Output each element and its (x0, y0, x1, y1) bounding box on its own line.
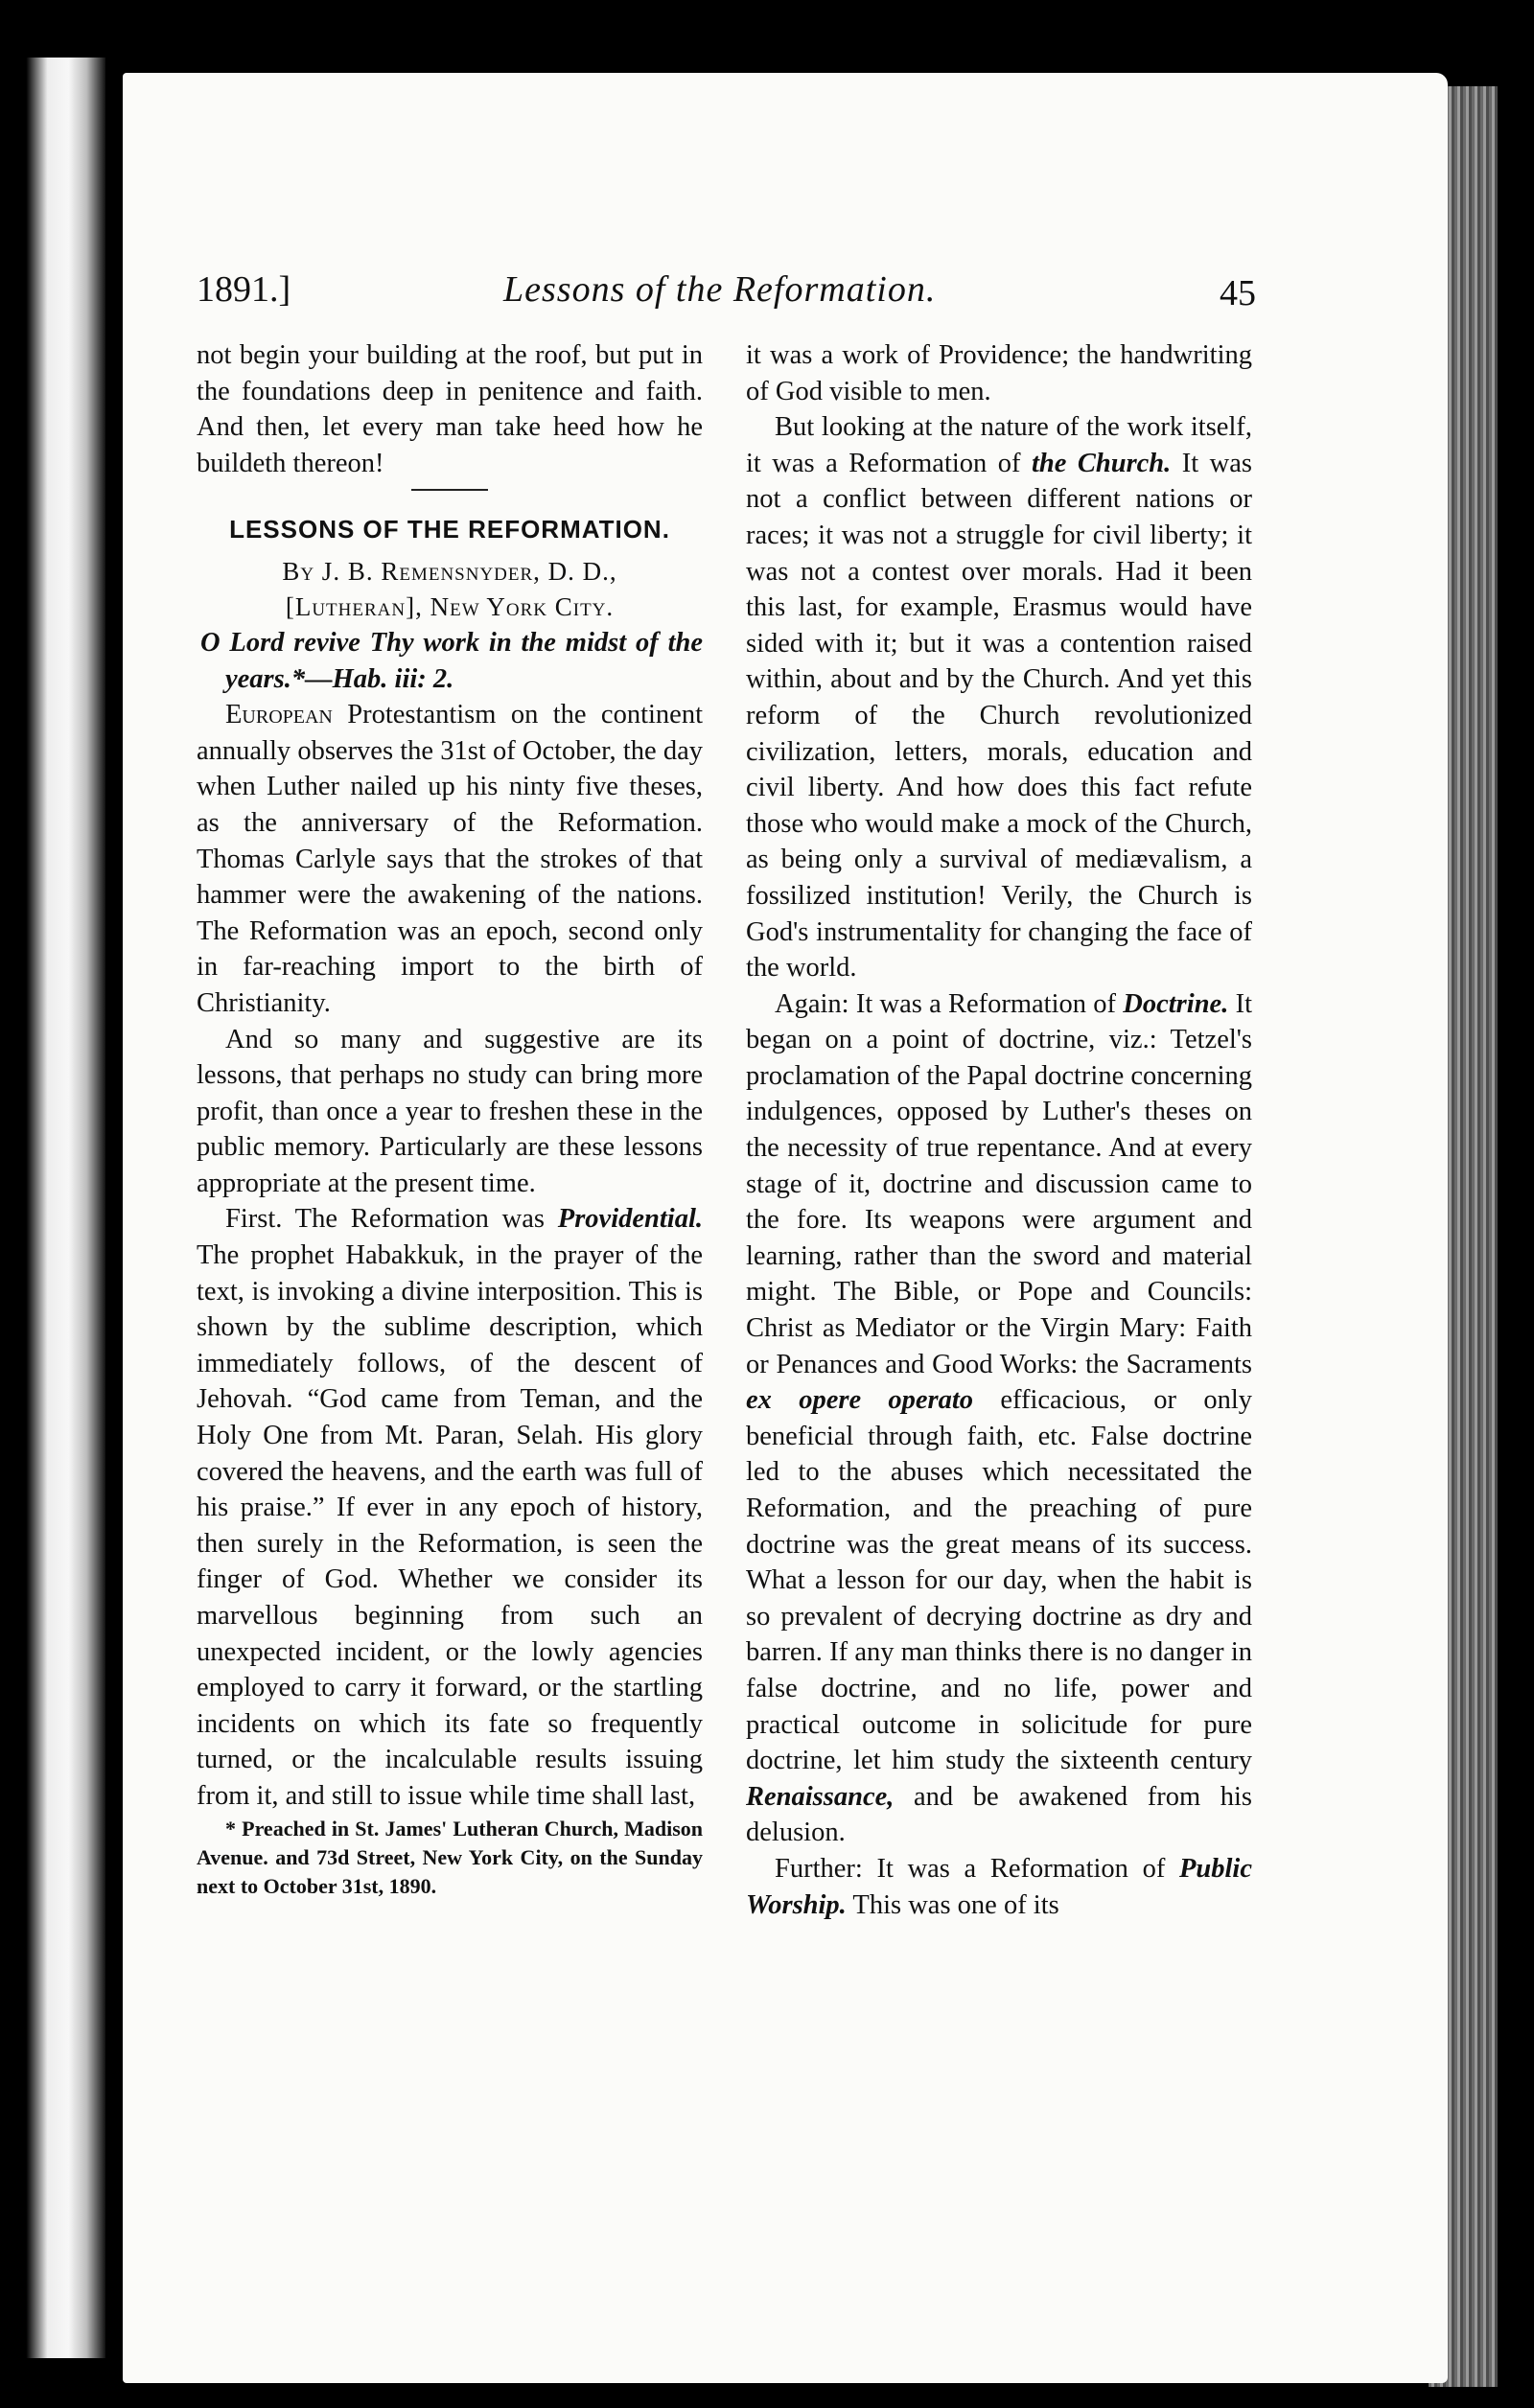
paragraph-r4-emphasis: Public Worship. (746, 1853, 1252, 1920)
footnote: * Preached in St. James' Lutheran Church, Madison Avenue. and 73d Street, New York City, on the Sunday next to October 31st, 1890. (197, 1816, 703, 1898)
paragraph-r2-b: It was not a conflict between different nations or races; it was not a struggle for civil liberty; it was not a contest over morals. Had it been this last, for example, Erasmus would have sided with it; but it was a contention raised within, about and by the Church. And yet this reform of the Church revolutionized civilization, letters, morals, education and civil liberty. And how does this fact refute those who would make a mock of the Church, as being only a survival of mediævalism, a fossilized institution! Verily, the Church is God's instrumentality for changing the face of the world. (746, 448, 1252, 984)
article-title: LESSONS OF THE REFORMATION. (229, 515, 670, 544)
byline-author: By J. B. Remensnyder, D. D., (282, 556, 617, 586)
paragraph-3-a: First. The Reformation was (225, 1204, 558, 1235)
paragraph-r2-a: But looking at the nature of the work itself, it was a Reformation of (746, 412, 1252, 478)
paragraph-r3-a: Again: It was a Reformation of (775, 988, 1124, 1019)
running-head (197, 268, 1256, 326)
left-column (197, 337, 703, 1901)
page-number: 45 (1220, 273, 1256, 313)
paragraph-r4-a: Further: It was a Reformation of (775, 1853, 1179, 1884)
paragraph-r3-emphasis: Doctrine. (1123, 988, 1229, 1019)
byline-affiliation: [Lutheran], New York City. (285, 591, 615, 621)
paragraph-3-b: The prophet Habakkuk, in the prayer of the text, is invoking a divine interposition. This is shown by the sublime description, which immediately follows, of the descent of Jehovah. “God came from Teman, and the Holy One from Mt. Paran, Selah. His glory covered the heavens, and the earth was full of his praise.” If ever in any epoch of history, then surely in the Reformation, is seen the finger of God. Whether we consider its marvellous beginning from such an unexpected incident, or the lowly agencies employed to carry it forward, or the startling incidents on which its fate so frequently turned, or the incalculable results issuing from it, and still to issue while time shall last, (197, 1240, 703, 1811)
paragraph-r3-latin: ex opere operato (746, 1385, 974, 1416)
paragraph-r4 (746, 1851, 1252, 1923)
section-divider (411, 489, 488, 491)
paragraph-1 (197, 697, 703, 1021)
paragraph-2: And so many and suggestive are its lessons, that perhaps no study can bring more profit, than once a year to freshen these in the public memory. Particularly are these lessons appropriate at the present time. (197, 1024, 703, 1198)
paragraph-r1: it was a work of Providence; the handwriting of God visible to men. (746, 340, 1252, 406)
epigraph: O Lord revive Thy work in the midst of the years.*—Hab. iii: 2. (200, 627, 703, 694)
paragraph-1-lead: European (225, 700, 333, 730)
paragraph-r2-emphasis: the Church. (1031, 448, 1172, 478)
paragraph-3 (197, 1201, 703, 1814)
paragraph-r3-d: and be awakened from his delusion. (746, 1781, 1252, 1848)
paragraph-r3 (746, 986, 1252, 1851)
header-title: Lessons of the Reformation. (503, 269, 937, 310)
paragraph-r3-renaissance: Renaissance, (746, 1781, 895, 1812)
paragraph-r2 (746, 409, 1252, 986)
facing-page-edge (0, 58, 105, 2358)
paragraph-r3-c: efficacious, or only beneficial through faith, etc. False doctrine led to the abuses which necessitated the Reformation, and the preaching of pure doctrine was the great means of its success. What a lesson for our day, when the habit is so prevalent of decrying doctrine as dry and barren. If any man thinks there is no danger in false doctrine, and no life, power and practical outcome in solicitude for pure doctrine, let him study the sixteenth century (746, 1385, 1252, 1776)
header-year: 1891.] (197, 269, 291, 310)
paragraph-1-text: Protestantism on the continent annually observes the 31st of October, the day when Luther nailed up his ninty five theses, as the anniversary of the Reformation. Thomas Carlyle says that the strokes of that hammer were the awakening of the nations. The Reformation was an epoch, second only in far-reaching import to the birth of Christianity. (197, 700, 703, 1018)
paragraph-r4-b: This was one of its (846, 1889, 1059, 1920)
right-column (746, 337, 1252, 1923)
paragraph-r3-b: It began on a point of doctrine, viz.: Tetzel's proclamation of the Papal doctrine concerning indulgences, opposed by Luther's theses on the necessity of true repentance. And at every stage of it, doctrine and discussion came to the fore. Its weapons were argument and learning, rather than the sword and material might. The Bible, or Pope and Councils: Christ as Mediator or the Virgin Mary: Faith or Penances and Good Works: the Sacraments (746, 988, 1252, 1379)
intro-paragraph: not begin your building at the roof, but put in the foundations deep in penitence and faith. And then, let every man take heed how he buildeth thereon! (197, 340, 703, 478)
paragraph-3-emphasis: Providential. (557, 1204, 703, 1235)
